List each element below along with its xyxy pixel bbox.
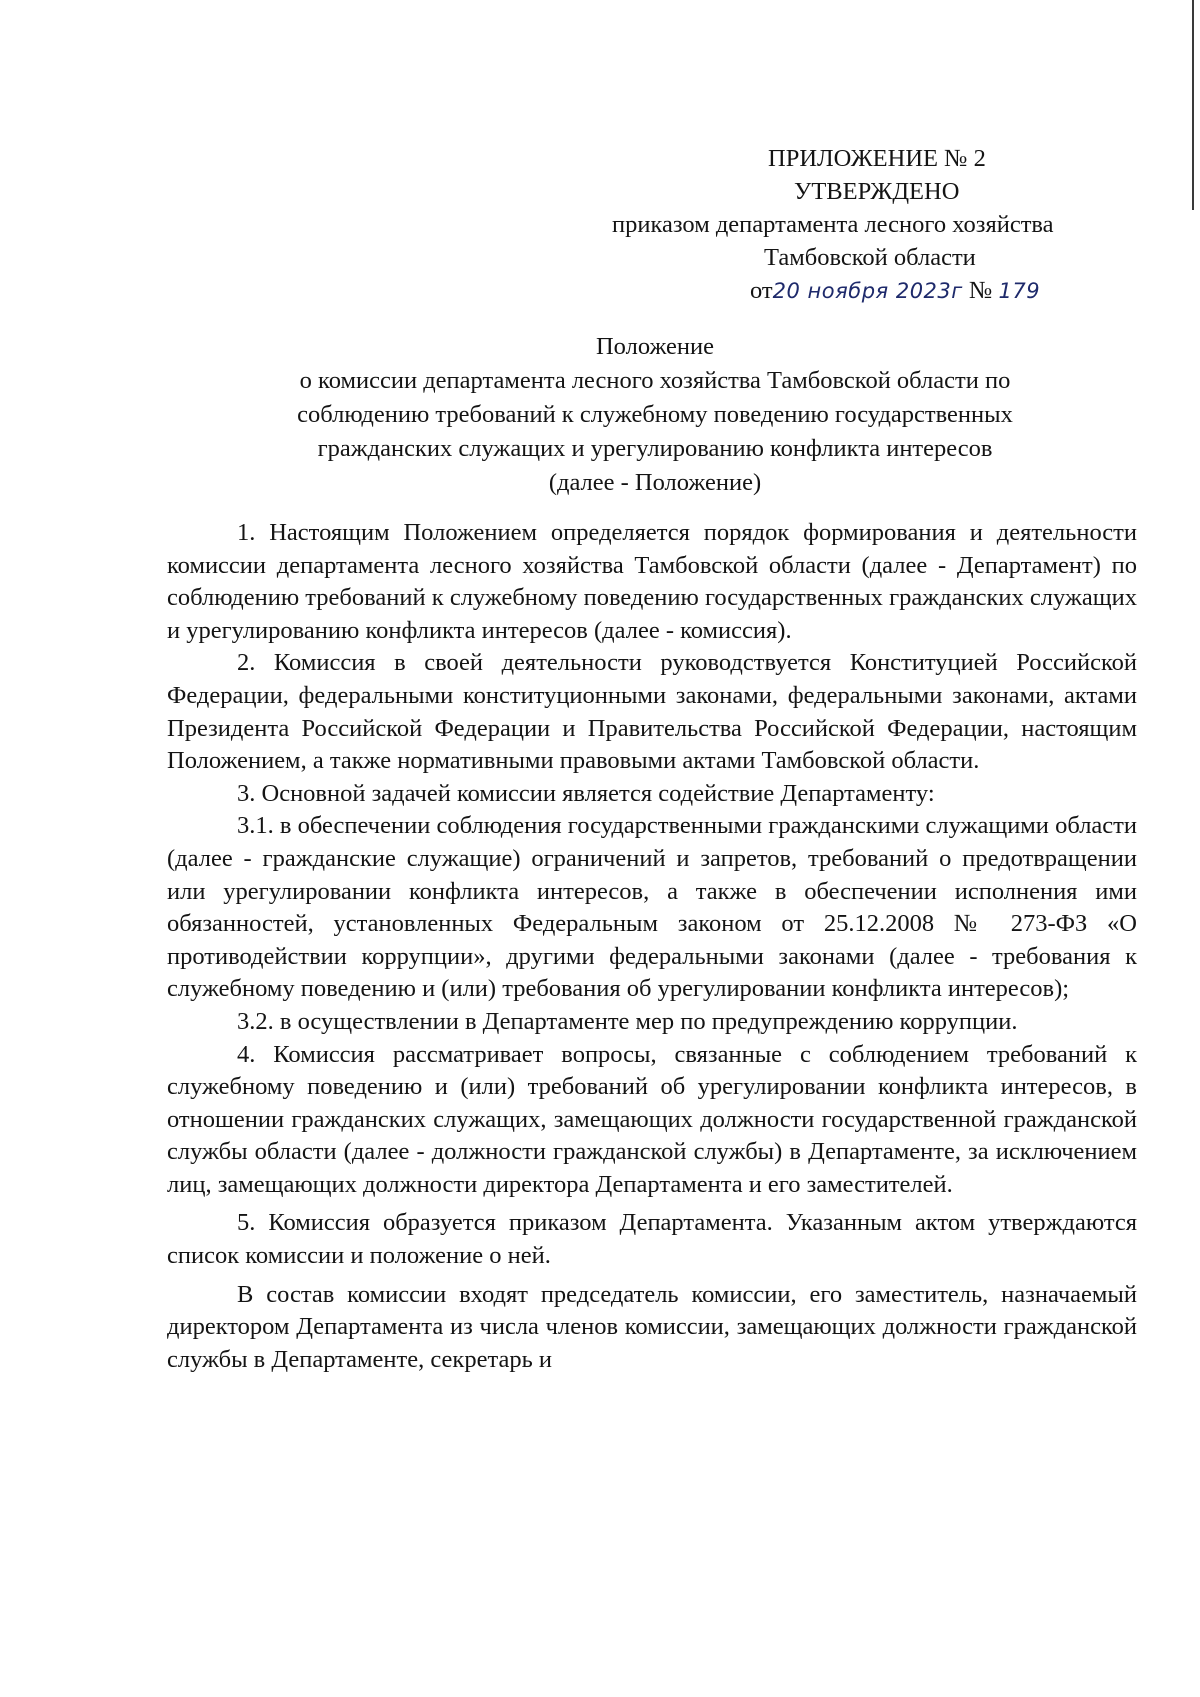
paragraph-3-1: 3.1. в обеспечении соблюдения государственными гражданскими служащими области (далее - гражданские служащие) ограничений и запретов, требований о предотвращении или урегулировании конфликта интересов, а также в обеспечении исполнения ими обязанностей, установленных Федеральным законом от 25.12.2008 № 273-ФЗ «О противодействии коррупции», другими федеральными законами (далее - требования к служебному поведению и (или) требования об урегулировании конфликта интересов); (167, 812, 1137, 1003)
title-line: Положение (595, 333, 715, 360)
order-issuer: приказом департамента лесного хозяйства (612, 211, 1054, 238)
paragraph-1: 1. Настоящим Положением определяется порядок формирования и деятельности комиссии департамента лесного хозяйства Тамбовской области (далее - Департамент) по соблюдению требований к служебному поведению государственных гражданских служащих и урегулированию конфликта интересов (далее - комиссия). (167, 519, 1137, 644)
paragraph-4: 4. Комиссия рассматривает вопросы, связанные с соблюдением требований к служебному поведению и (или) требований об урегулировании конфликта интересов, в отношении гражданских служащих, замещающих должности государственной гражданской службы области (далее - должности гражданской службы) в Департаменте, за исключением лиц, замещающих должности директора Департамента и его заместителей. (167, 1040, 1137, 1198)
handwritten-date: 20 ноября 2023г (772, 279, 963, 303)
number-prefix: № (968, 277, 993, 304)
paragraph-2: 2. Комиссия в своей деятельности руководствуется Конституцией Российской Федерации, федеральными конституционными законами, федеральными законами, актами Президента Российской Федерации и Правительства Российской Федерации, настоящим Положением, а также нормативными правовыми актами Тамбовской области. (167, 649, 1137, 775)
handwritten-number: 179 (998, 279, 1041, 303)
scan-edge-line (1192, 0, 1194, 210)
approval-header (600, 142, 1120, 308)
document-body (167, 517, 1137, 1376)
date-prefix: от (750, 277, 773, 304)
title-line: гражданских служащих и урегулированию конфликта интересов (317, 435, 993, 462)
document-title (170, 330, 1140, 500)
approved-label: УТВЕРЖДЕНО (794, 178, 960, 205)
paragraph-composition: В состав комиссии входят председатель комиссии, его заместитель, назначаемый директором Департамента из числа членов комиссии, замещающих должности гражданской службы в Департаменте, секретарь и (167, 1280, 1137, 1373)
paragraph-3-2: 3.2. в осуществлении в Департаменте мер по предупреждению коррупции. (237, 1007, 1018, 1035)
paragraph-5: 5. Комиссия образуется приказом Департамента. Указанным актом утверждаются список комиссии и положение о ней. (167, 1209, 1137, 1270)
appendix-number: ПРИЛОЖЕНИЕ № 2 (768, 145, 986, 172)
title-line: (далее - Положение) (548, 469, 762, 496)
title-line: соблюдению требований к служебному поведению государственных (297, 401, 1013, 428)
paragraph-3: 3. Основной задачей комиссии является содействие Департаменту: (237, 779, 935, 807)
order-date-line (600, 274, 1120, 308)
order-region: Тамбовской области (764, 244, 976, 271)
title-line: о комиссии департамента лесного хозяйства Тамбовской области по (299, 367, 1011, 394)
